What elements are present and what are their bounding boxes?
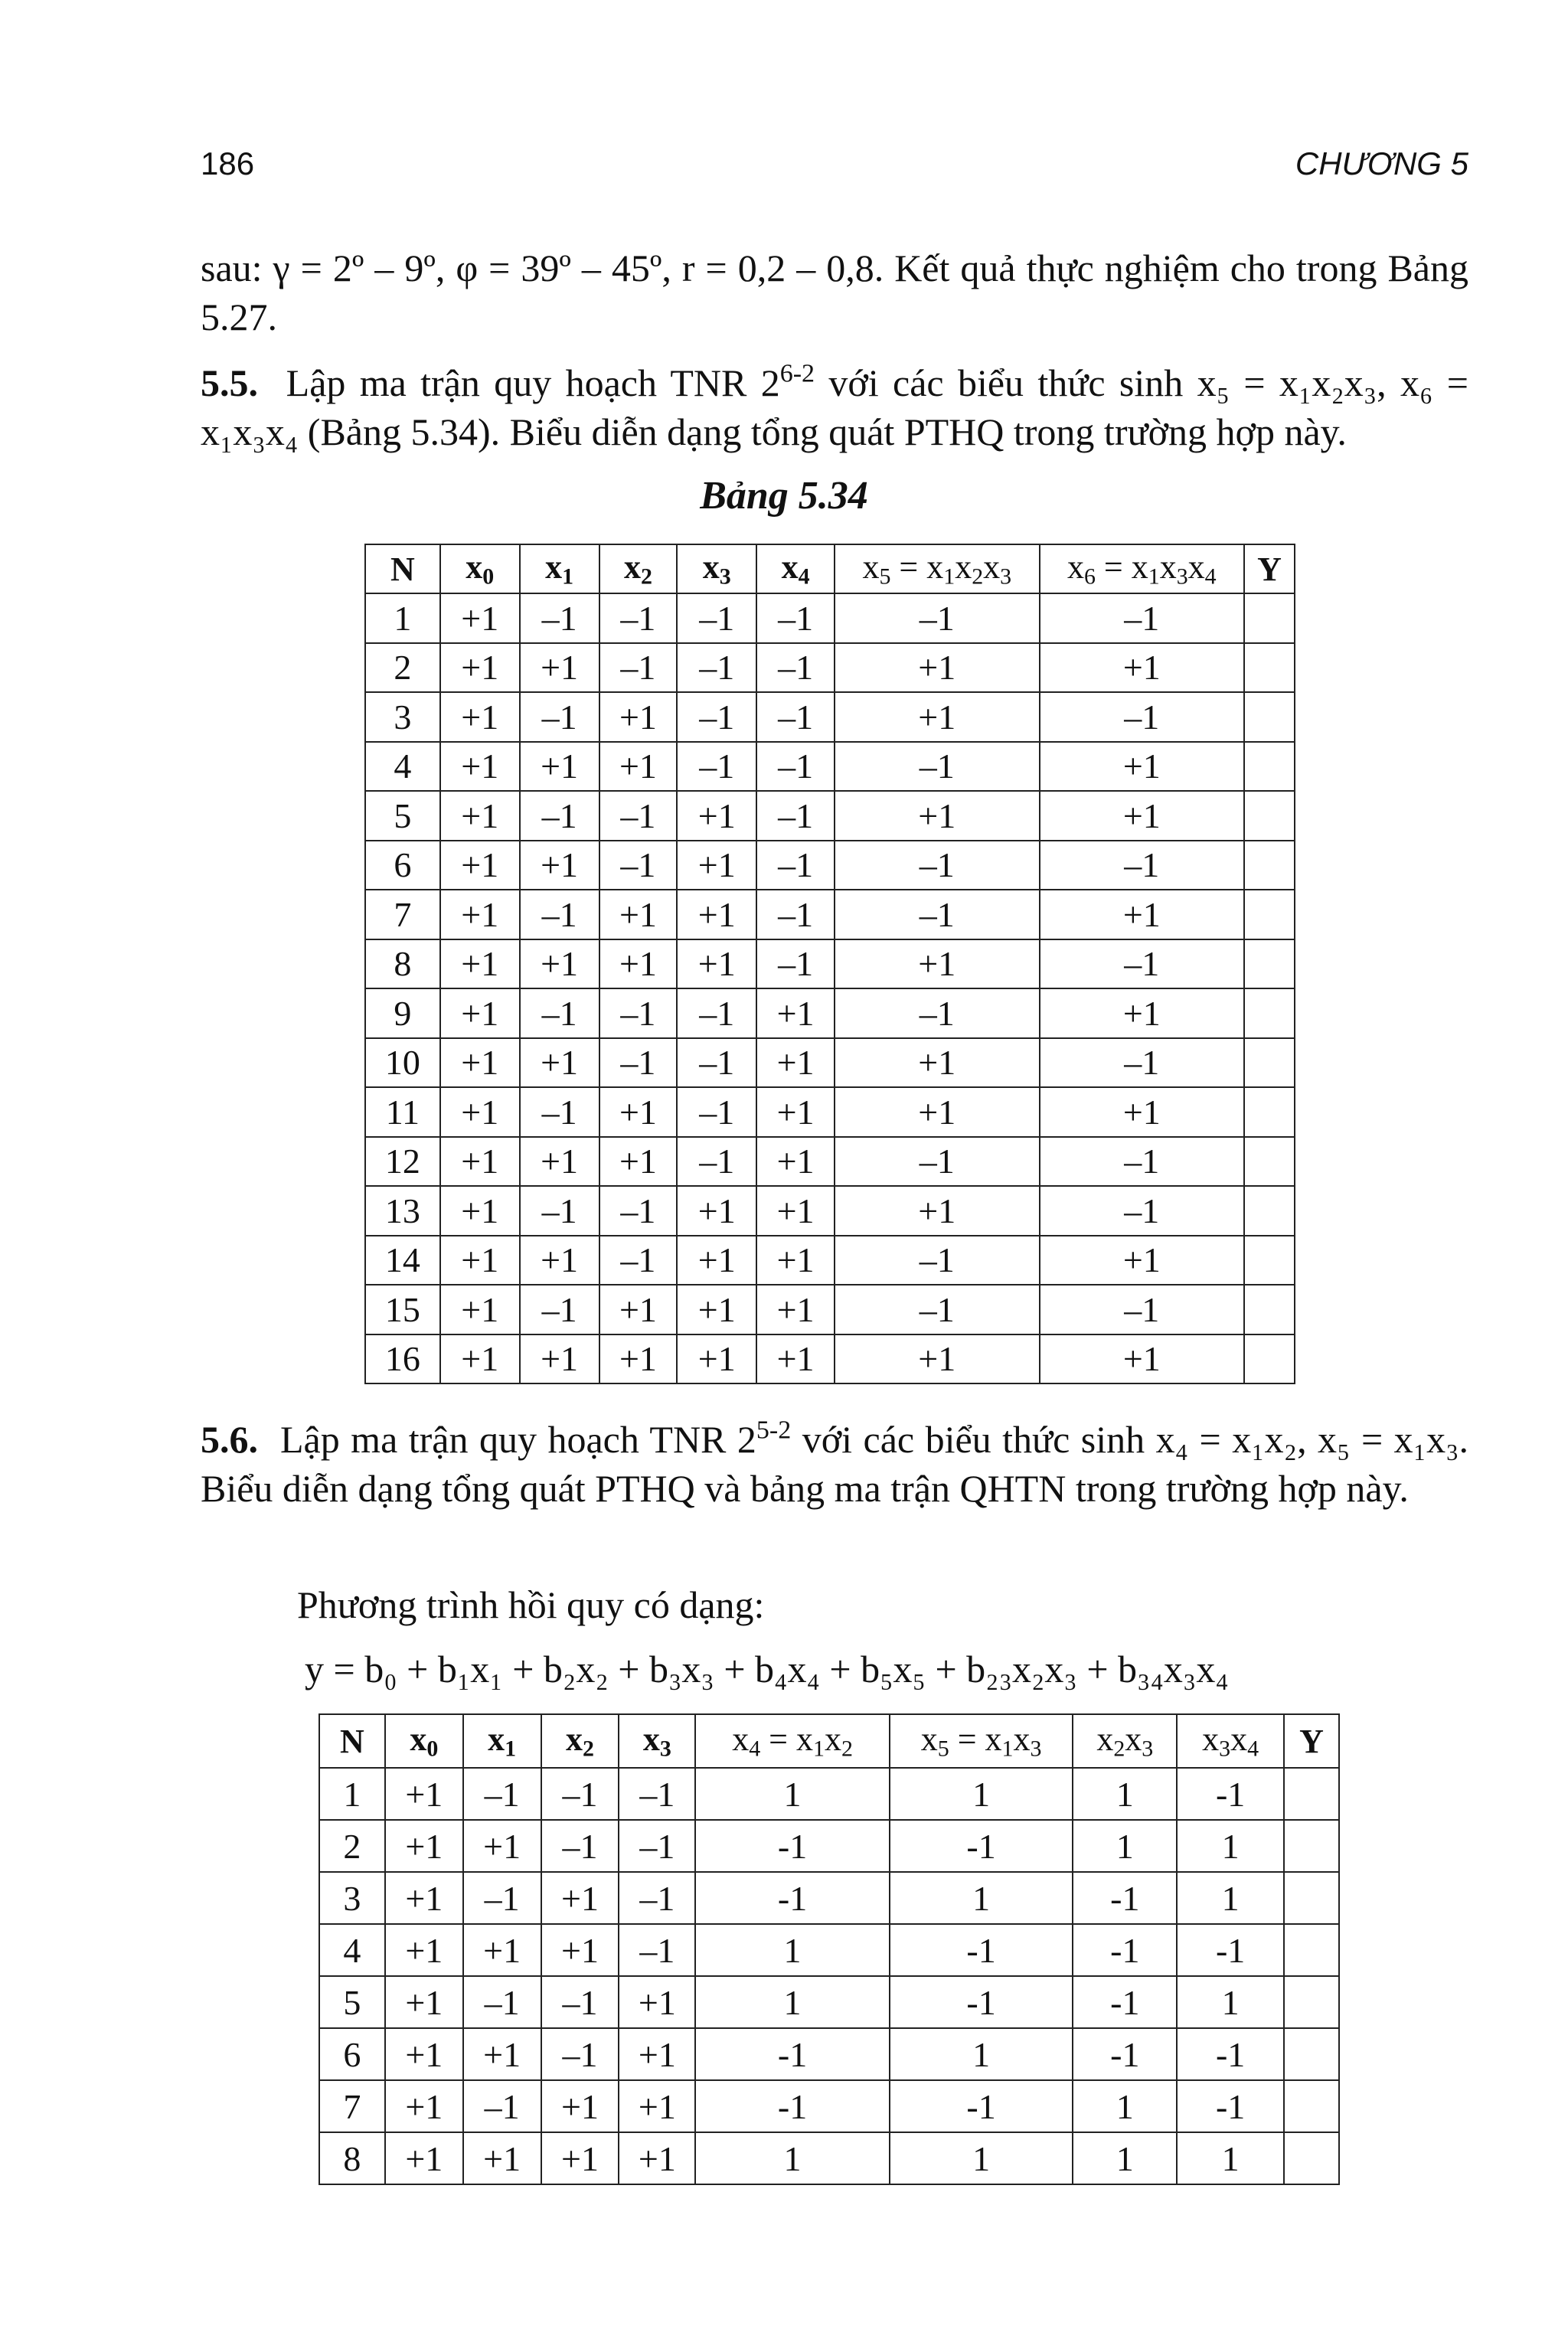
table-cell: +1: [385, 1976, 463, 2028]
table-cell: –1: [520, 1087, 599, 1137]
table-cell: –1: [599, 988, 678, 1038]
table-cell: –1: [1040, 841, 1245, 890]
table-row: [365, 692, 1295, 742]
table-cell: +1: [835, 1087, 1040, 1137]
table-cell: –1: [541, 1768, 619, 1820]
table-cell: [1244, 593, 1295, 643]
table-cell: –1: [677, 692, 756, 742]
table-cell: +1: [440, 1334, 520, 1384]
table-cell: +1: [677, 1334, 756, 1384]
table-cell: +1: [385, 1872, 463, 1924]
table-cell: +1: [385, 1820, 463, 1872]
table-cell: +1: [756, 1236, 835, 1285]
table-cell: [1244, 1038, 1295, 1088]
table-cell: –1: [520, 1186, 599, 1236]
table-cell: 3: [319, 1872, 385, 1924]
table-cell: 3: [365, 692, 440, 742]
column-header: $x_0$: [385, 1714, 463, 1768]
table-cell: 1: [695, 1768, 890, 1820]
table-cell: 9: [365, 988, 440, 1038]
table-cell: +1: [756, 988, 835, 1038]
table-cell: –1: [756, 692, 835, 742]
table-cell: 1: [695, 2132, 890, 2184]
table-cell: -1: [1177, 2080, 1284, 2132]
table-cell: +1: [520, 841, 599, 890]
table-row: [319, 2028, 1339, 2080]
table-cell: 1: [1073, 1768, 1177, 1820]
table-cell: -1: [1073, 1924, 1177, 1976]
table-cell: [1244, 1087, 1295, 1137]
table-cell: +1: [440, 1087, 520, 1137]
table-cell: +1: [520, 1334, 599, 1384]
table-cell: 1: [695, 1924, 890, 1976]
column-header: $x_2x_3$: [1073, 1714, 1177, 1768]
table-cell: 11: [365, 1087, 440, 1137]
table-cell: [1284, 1820, 1339, 1872]
column-header: $x_2$: [599, 544, 678, 593]
table-cell: 1: [1073, 1820, 1177, 1872]
table-cell: +1: [541, 2132, 619, 2184]
table-cell: +1: [835, 791, 1040, 841]
table-cell: +1: [1040, 742, 1245, 792]
table-cell: 1: [319, 1768, 385, 1820]
table-row: [365, 1137, 1295, 1187]
table-cell: +1: [440, 841, 520, 890]
table-cell: +1: [619, 2028, 695, 2080]
table-cell: +1: [385, 2132, 463, 2184]
table-cell: +1: [440, 1038, 520, 1088]
table-cell: –1: [599, 643, 678, 693]
table-cell: –1: [835, 593, 1040, 643]
table-cell: +1: [520, 939, 599, 989]
column-header: $x_5 = x_1x_2x_3$: [835, 544, 1040, 593]
table-row: [365, 1087, 1295, 1137]
table-cell: –1: [756, 841, 835, 890]
table-row: [319, 1820, 1339, 1872]
table-row: [365, 1285, 1295, 1334]
column-header: Y: [1244, 544, 1295, 593]
table-cell: 7: [365, 890, 440, 939]
table-cell: -1: [1073, 2028, 1177, 2080]
table-cell: –1: [520, 988, 599, 1038]
column-header: Y: [1284, 1714, 1339, 1768]
table-cell: +1: [440, 742, 520, 792]
table-cell: –1: [756, 593, 835, 643]
table-cell: +1: [599, 939, 678, 989]
problem-text: Lập ma trận quy hoạch TNR 2: [286, 361, 780, 404]
column-header: $x_0$: [440, 544, 520, 593]
table-cell: 1: [890, 2028, 1073, 2080]
table-cell: –1: [520, 593, 599, 643]
table-row: [365, 643, 1295, 693]
table-cell: –1: [1040, 1038, 1245, 1088]
table-cell: 2: [319, 1820, 385, 1872]
table-cell: [1284, 1872, 1339, 1924]
table-row: [365, 841, 1295, 890]
column-header: $x_4 = x_1x_2$: [695, 1714, 890, 1768]
table-cell: –1: [835, 1285, 1040, 1334]
table-cell: –1: [599, 593, 678, 643]
table-cell: +1: [520, 1038, 599, 1088]
table-cell: –1: [463, 1976, 541, 2028]
table-cell: [1284, 1768, 1339, 1820]
table-cell: +1: [440, 1186, 520, 1236]
table-cell: +1: [599, 742, 678, 792]
column-header: $x_1$: [463, 1714, 541, 1768]
table-cell: –1: [599, 841, 678, 890]
table-cell: 1: [890, 1872, 1073, 1924]
table-caption: Bảng 5.34: [700, 474, 868, 518]
table-cell: 16: [365, 1334, 440, 1384]
table-cell: 1: [890, 2132, 1073, 2184]
table-cell: –1: [463, 1768, 541, 1820]
problem-number: 5.5.: [201, 361, 258, 404]
table-cell: [1244, 1186, 1295, 1236]
table-cell: –1: [835, 841, 1040, 890]
table-cell: -1: [1177, 2028, 1284, 2080]
table-cell: +1: [463, 1924, 541, 1976]
table-cell: +1: [385, 2080, 463, 2132]
table-cell: 1: [1177, 1820, 1284, 1872]
table-cell: 1: [1073, 2132, 1177, 2184]
problem-5-6: [201, 1415, 1468, 1513]
table-row: [365, 742, 1295, 792]
table-cell: +1: [1040, 643, 1245, 693]
table-cell: +1: [756, 1087, 835, 1137]
table-cell: +1: [520, 643, 599, 693]
table-cell: 1: [890, 1768, 1073, 1820]
problem-5-5: [201, 358, 1468, 456]
table-row: [365, 1186, 1295, 1236]
table-cell: –1: [599, 791, 678, 841]
table-cell: 6: [365, 841, 440, 890]
table-cell: –1: [677, 742, 756, 792]
table-cell: –1: [520, 1285, 599, 1334]
table-cell: -1: [695, 2080, 890, 2132]
table-cell: [1244, 1334, 1295, 1384]
table-row: [365, 593, 1295, 643]
problem-exponent: 5-2: [756, 1416, 792, 1445]
table-cell: 1: [695, 1976, 890, 2028]
table-cell: +1: [599, 1087, 678, 1137]
table-cell: -1: [890, 2080, 1073, 2132]
table-row: [319, 2132, 1339, 2184]
table-cell: 4: [365, 742, 440, 792]
table-cell: +1: [1040, 1087, 1245, 1137]
page-header: [201, 145, 1468, 182]
table-cell: 2: [365, 643, 440, 693]
table-cell: -1: [1073, 1976, 1177, 2028]
table-cell: +1: [440, 643, 520, 693]
table-cell: [1244, 791, 1295, 841]
table-cell: –1: [541, 2028, 619, 2080]
table-cell: [1244, 1236, 1295, 1285]
table-cell: 1: [1177, 1872, 1284, 1924]
table-cell: –1: [1040, 1285, 1245, 1334]
table-cell: +1: [520, 742, 599, 792]
table-cell: -1: [695, 2028, 890, 2080]
table-cell: +1: [440, 692, 520, 742]
table-cell: –1: [541, 1976, 619, 2028]
table-cell: [1284, 2080, 1339, 2132]
table-cell: –1: [619, 1924, 695, 1976]
table-cell: -1: [1177, 1924, 1284, 1976]
table-row: [319, 2080, 1339, 2132]
table-row: [365, 939, 1295, 989]
table-cell: [1244, 742, 1295, 792]
table-cell: [1244, 841, 1295, 890]
table-cell: +1: [520, 1236, 599, 1285]
table-cell: +1: [463, 2028, 541, 2080]
table-cell: [1244, 692, 1295, 742]
table-cell: –1: [835, 890, 1040, 939]
problem-exponent: 6-2: [779, 359, 815, 388]
table-cell: –1: [756, 791, 835, 841]
table-row: [365, 890, 1295, 939]
table-cell: 4: [319, 1924, 385, 1976]
table-row: [319, 1872, 1339, 1924]
table-cell: 8: [319, 2132, 385, 2184]
table-cell: +1: [1040, 1334, 1245, 1384]
table-cell: +1: [677, 791, 756, 841]
table-cell: +1: [677, 939, 756, 989]
table-cell: –1: [463, 2080, 541, 2132]
problem-number: 5.6.: [201, 1418, 258, 1461]
problem-text: với các biểu thức sinh x₅ = x₁x₂x₃, x₆ = x₁x₃x₄ (Bảng 5.34). Biểu diễn dạng tổng quát PTHQ trong trường hợp này.: [201, 361, 1468, 453]
table-cell: –1: [677, 593, 756, 643]
table-cell: -1: [695, 1820, 890, 1872]
table-cell: +1: [1040, 988, 1245, 1038]
regression-intro: Phương trình hồi quy có dạng:: [297, 1583, 765, 1626]
column-header: $x_3$: [619, 1714, 695, 1768]
table-cell: +1: [835, 643, 1040, 693]
chapter-label: CHƯƠNG 5: [1295, 145, 1468, 181]
table-cell: –1: [599, 1186, 678, 1236]
table-cell: +1: [835, 939, 1040, 989]
table-cell: –1: [677, 988, 756, 1038]
column-header: $x_5 = x_1x_3$: [890, 1714, 1073, 1768]
table-row: [365, 1236, 1295, 1285]
table-cell: +1: [440, 791, 520, 841]
table-cell: +1: [677, 841, 756, 890]
table-cell: [1284, 2028, 1339, 2080]
table-cell: 1: [1177, 2132, 1284, 2184]
table-cell: –1: [835, 742, 1040, 792]
table-cell: 1: [1177, 1976, 1284, 2028]
table-cell: 10: [365, 1038, 440, 1088]
table-cell: -1: [1073, 1872, 1177, 1924]
table-cell: 15: [365, 1285, 440, 1334]
table-cell: –1: [619, 1768, 695, 1820]
table-cell: +1: [599, 890, 678, 939]
table-cell: +1: [835, 1038, 1040, 1088]
table-cell: +1: [677, 1186, 756, 1236]
table-cell: +1: [599, 692, 678, 742]
table-cell: –1: [463, 1872, 541, 1924]
table-cell: +1: [440, 1285, 520, 1334]
table-cell: –1: [756, 890, 835, 939]
table-cell: 7: [319, 2080, 385, 2132]
table-cell: +1: [756, 1137, 835, 1187]
column-header: $x_2$: [541, 1714, 619, 1768]
table-cell: +1: [1040, 1236, 1245, 1285]
table-cell: 5: [319, 1976, 385, 2028]
table-cell: +1: [677, 890, 756, 939]
table-cell: +1: [440, 1137, 520, 1187]
intro-paragraph: sau: γ = 2º – 9º, φ = 39º – 45º, r = 0,2 – 0,8. Kết quả thực nghiệm cho trong Bảng 5.27.: [201, 247, 1468, 338]
table-row: [365, 1334, 1295, 1384]
table-row: [319, 1924, 1339, 1976]
table-cell: -1: [890, 1924, 1073, 1976]
table-cell: +1: [619, 2080, 695, 2132]
table-cell: +1: [756, 1038, 835, 1088]
table-cell: [1284, 1976, 1339, 2028]
table-cell: –1: [835, 1137, 1040, 1187]
table-cell: [1284, 1924, 1339, 1976]
column-header: $x_3$: [677, 544, 756, 593]
column-header: $x_1$: [520, 544, 599, 593]
table-cell: [1244, 988, 1295, 1038]
table-cell: –1: [520, 791, 599, 841]
column-header: $x_6 = x_1x_3x_4$: [1040, 544, 1245, 593]
table-row: [365, 791, 1295, 841]
table-cell: –1: [756, 939, 835, 989]
table-cell: –1: [619, 1820, 695, 1872]
table-cell: –1: [677, 1038, 756, 1088]
column-header: $x_3x_4$: [1177, 1714, 1284, 1768]
table-cell: -1: [695, 1872, 890, 1924]
table-cell: +1: [440, 890, 520, 939]
table-cell: [1244, 939, 1295, 989]
table-cell: +1: [385, 1768, 463, 1820]
table-cell: –1: [1040, 939, 1245, 989]
table-cell: –1: [619, 1872, 695, 1924]
table-cell: +1: [541, 1924, 619, 1976]
table-cell: 6: [319, 2028, 385, 2080]
table-cell: +1: [835, 1186, 1040, 1236]
table-cell: +1: [385, 1924, 463, 1976]
table-cell: –1: [520, 890, 599, 939]
table-row: [319, 1768, 1339, 1820]
table-cell: -1: [890, 1820, 1073, 1872]
table-cell: 8: [365, 939, 440, 989]
table-cell: –1: [599, 1038, 678, 1088]
table-cell: 1: [1073, 2080, 1177, 2132]
table-cell: +1: [756, 1186, 835, 1236]
table-cell: –1: [677, 1087, 756, 1137]
table-cell: +1: [756, 1334, 835, 1384]
table-cell: +1: [599, 1285, 678, 1334]
table-cell: [1244, 1285, 1295, 1334]
table-cell: +1: [599, 1334, 678, 1384]
table-cell: +1: [619, 1976, 695, 2028]
table-cell: +1: [440, 593, 520, 643]
table-cell: +1: [677, 1285, 756, 1334]
table-cell: –1: [541, 1820, 619, 1872]
table-cell: -1: [890, 1976, 1073, 2028]
column-header: N: [319, 1714, 385, 1768]
table-5-34: [364, 544, 1295, 1384]
table-cell: 14: [365, 1236, 440, 1285]
table-cell: 12: [365, 1137, 440, 1187]
table-cell: +1: [619, 2132, 695, 2184]
table-cell: +1: [463, 2132, 541, 2184]
table-cell: +1: [1040, 890, 1245, 939]
page-number: 186: [201, 145, 255, 181]
table-cell: [1284, 2132, 1339, 2184]
table-cell: –1: [1040, 692, 1245, 742]
table-cell: +1: [440, 1236, 520, 1285]
table-cell: –1: [520, 692, 599, 742]
table-row: [365, 1038, 1295, 1088]
column-header: N: [365, 544, 440, 593]
table-cell: –1: [1040, 1186, 1245, 1236]
table-cell: +1: [835, 1334, 1040, 1384]
table-cell: +1: [835, 692, 1040, 742]
table-cell: –1: [1040, 593, 1245, 643]
table-cell: –1: [677, 643, 756, 693]
table-cell: [1244, 890, 1295, 939]
table-cell: +1: [677, 1236, 756, 1285]
table-cell: +1: [440, 988, 520, 1038]
table-cell: –1: [835, 1236, 1040, 1285]
problem-text: với các biểu thức sinh x₄ = x₁x₂, x₅ = x₁x₃. Biểu diễn dạng tổng quát PTHQ và bảng ma trận QHTN trong trường hợp này.: [201, 1418, 1469, 1510]
column-header: $x_4$: [756, 544, 835, 593]
table-cell: [1244, 643, 1295, 693]
table-cell: +1: [1040, 791, 1245, 841]
table-row: [319, 1976, 1339, 2028]
table-cell: 1: [365, 593, 440, 643]
table-cell: –1: [756, 742, 835, 792]
table-row: [365, 988, 1295, 1038]
table-cell: +1: [541, 1872, 619, 1924]
table-cell: 5: [365, 791, 440, 841]
table-cell: +1: [463, 1820, 541, 1872]
table-cell: –1: [599, 1236, 678, 1285]
table-cell: –1: [1040, 1137, 1245, 1187]
regression-equation: y = b₀ + b₁x₁ + b₂x₂ + b₃x₃ + b₄x₄ + b₅x₅ + b₂₃x₂x₃ + b₃₄x₃x₄: [305, 1648, 1229, 1690]
table-cell: +1: [520, 1137, 599, 1187]
table-cell: +1: [440, 939, 520, 989]
table-cell: +1: [599, 1137, 678, 1187]
table-cell: +1: [385, 2028, 463, 2080]
table-cell: +1: [756, 1285, 835, 1334]
table-cell: –1: [677, 1137, 756, 1187]
table-cell: –1: [756, 643, 835, 693]
table-cell: +1: [541, 2080, 619, 2132]
problem-text: Lập ma trận quy hoạch TNR 2: [279, 1418, 756, 1461]
table-cell: -1: [1177, 1768, 1284, 1820]
table-cell: –1: [835, 988, 1040, 1038]
table-cell: 13: [365, 1186, 440, 1236]
table-5-6: [318, 1713, 1340, 2185]
table-cell: [1244, 1137, 1295, 1187]
